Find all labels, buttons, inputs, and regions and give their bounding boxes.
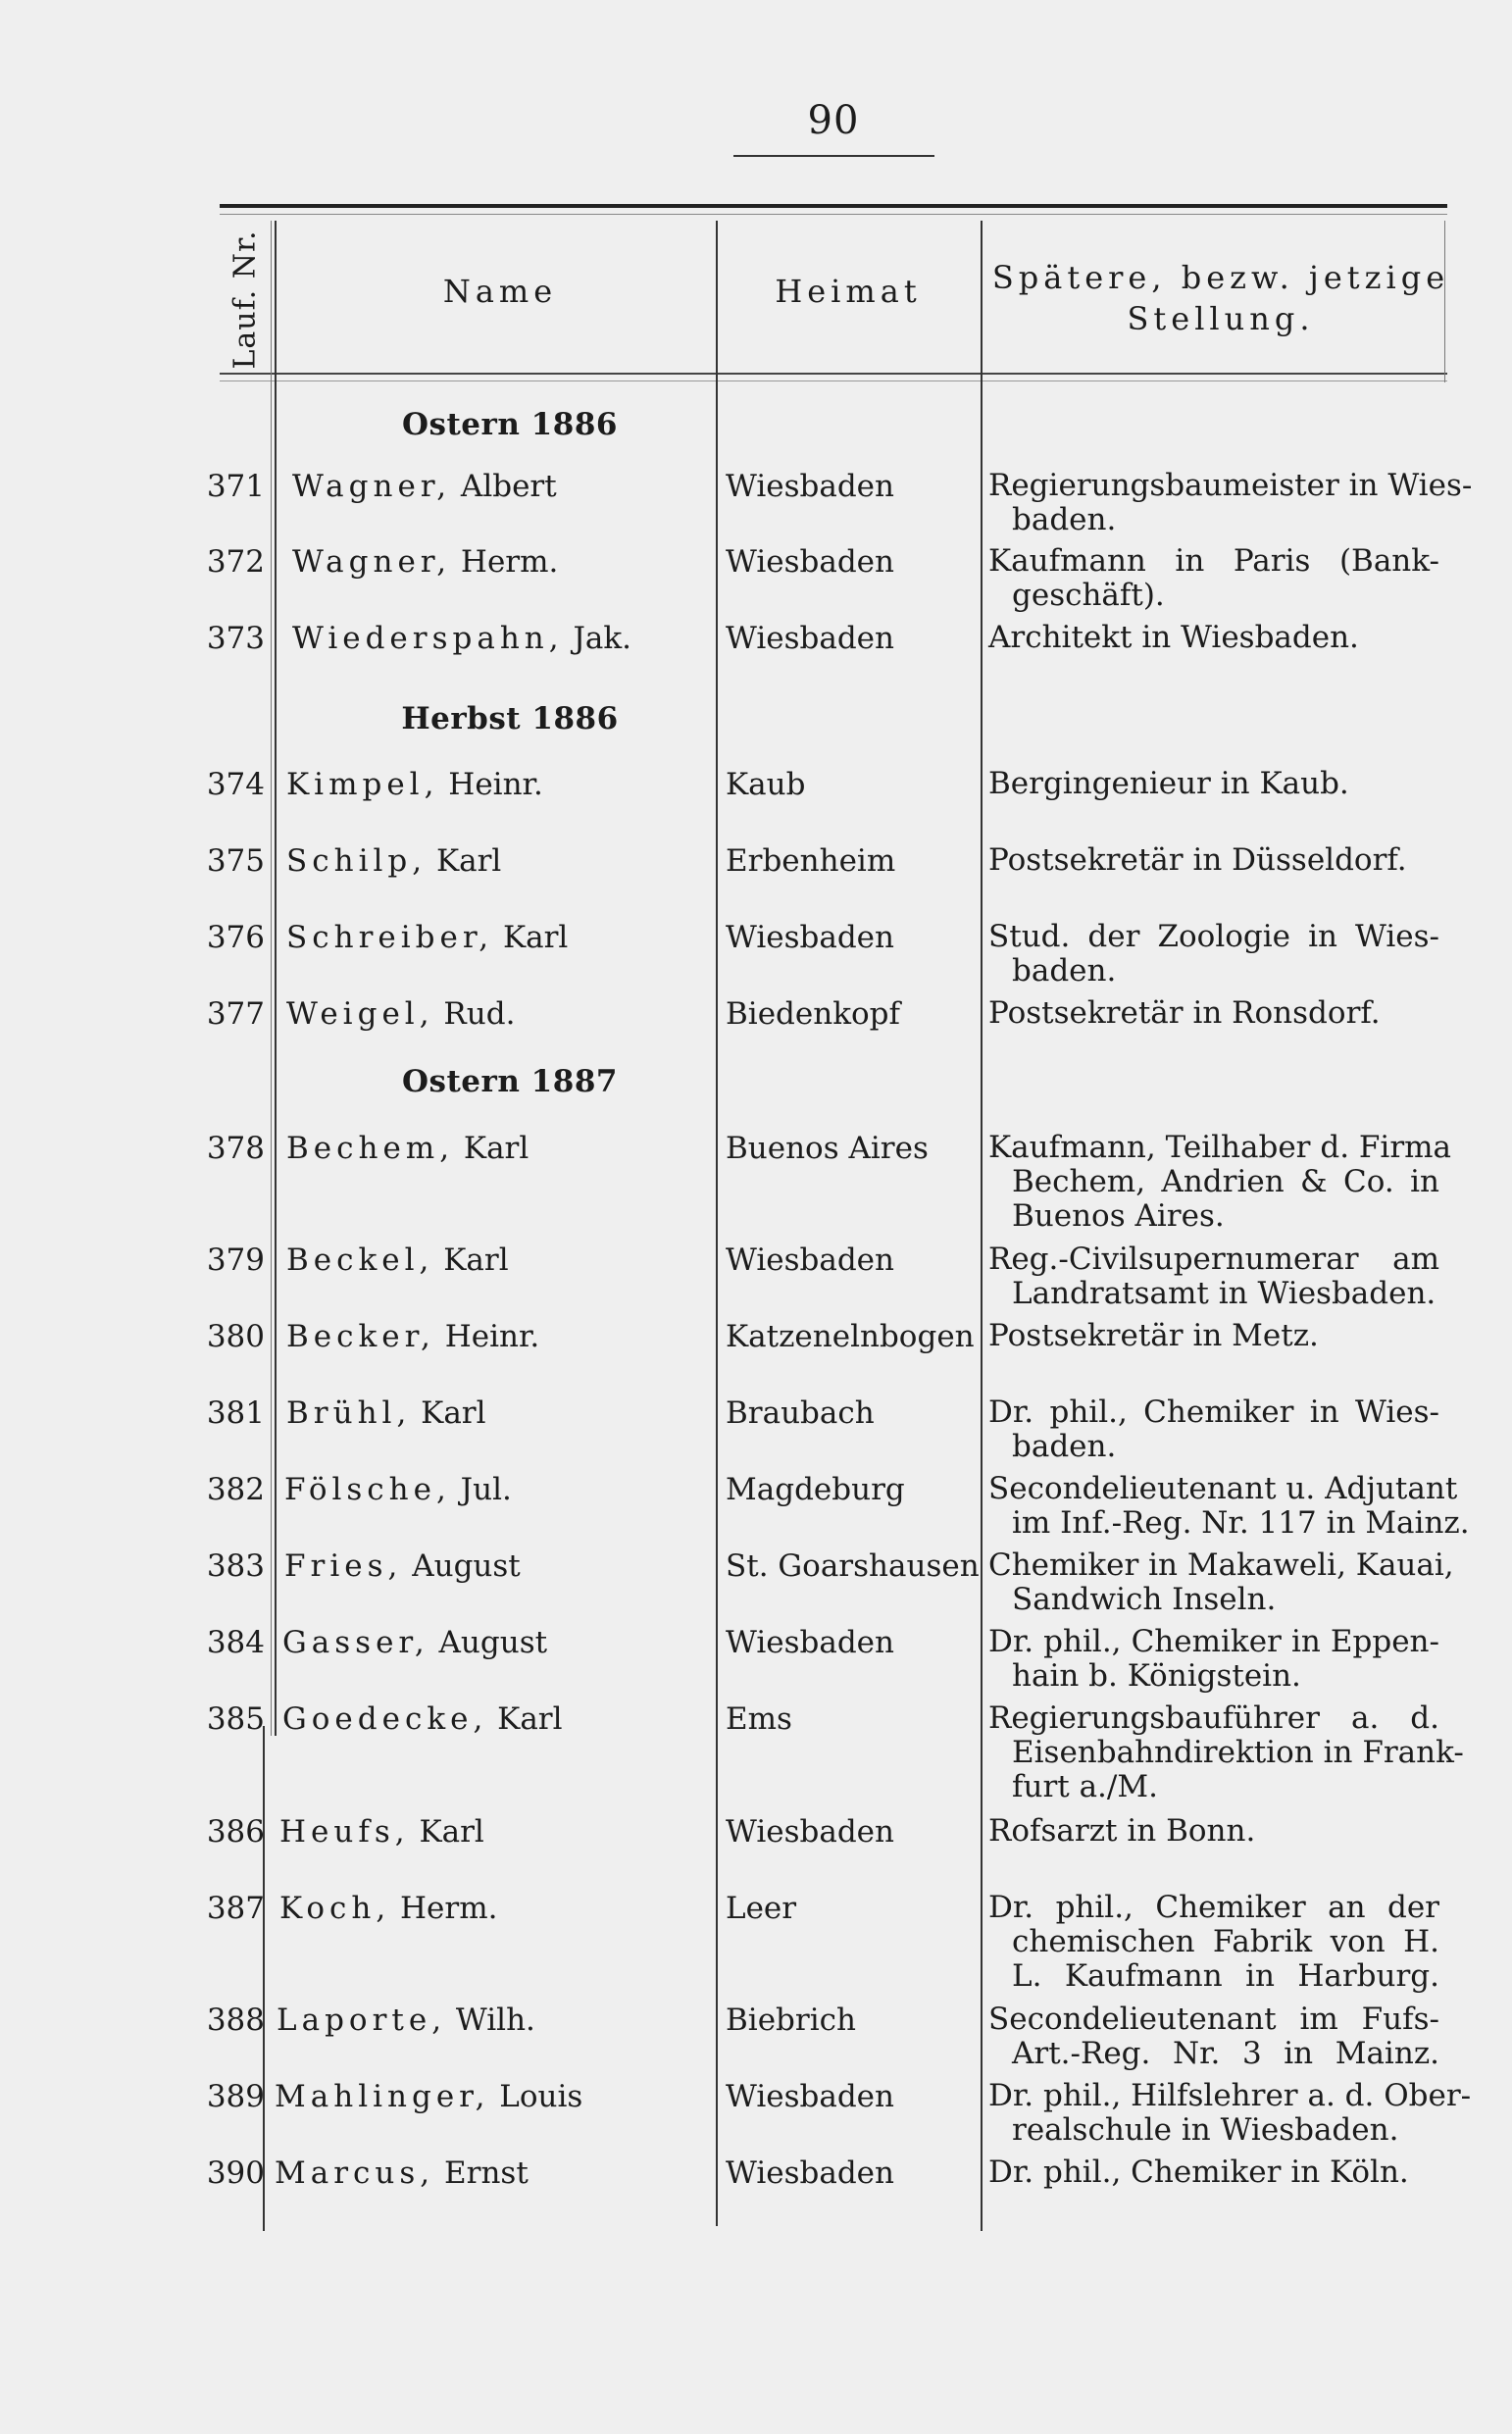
row-heimat: Kaub [726,767,806,802]
section-heading: Ostern 1887 [402,1064,618,1099]
row-given-name: Karl [411,1395,486,1431]
row-number: 380 [206,1319,265,1354]
row-number: 387 [206,1891,265,1926]
row-surname: Heufs, [279,1814,410,1850]
row-number: 376 [206,920,265,955]
row-stellung [988,1471,1470,1541]
table-row [0,1547,1512,1617]
row-number: 382 [206,1472,265,1507]
row-given-name: Karl [427,843,502,879]
table-row [0,1130,1512,1234]
row-number: 386 [206,1814,265,1850]
table-row [0,1471,1512,1541]
row-surname: Goedecke, [282,1701,488,1737]
row-stellung [988,1130,1452,1234]
row-stellung [988,1242,1439,1311]
row-surname: Schreiber, [286,920,494,955]
row-name [282,1701,563,1737]
row-number: 372 [206,544,265,580]
row-stellung-line: Sandwich Inseln. [1012,1582,1277,1617]
row-heimat: Wiesbaden [726,920,894,955]
table-row [0,767,1512,826]
header-name: Name [442,273,558,310]
table-row [0,2002,1512,2071]
row-heimat: Magdeburg [726,1472,905,1507]
row-stellung-line: baden. [1012,502,1117,537]
row-heimat: Wiesbaden [726,1242,894,1278]
table-row [0,1624,1512,1694]
row-stellung-line: Chemiker in Makaweli, Kauai, [988,1547,1454,1583]
row-surname: Kimpel, [286,767,439,802]
table-row [0,621,1512,680]
row-number: 384 [206,1625,265,1660]
row-heimat: Katzenelnbogen [726,1319,975,1354]
row-name [286,1242,509,1278]
row-heimat: Wiesbaden [726,544,894,580]
row-stellung [988,2155,1439,2190]
row-name [284,1548,521,1584]
row-stellung-line: Dr. phil., Hilfslehrer a. d. Ober- [988,2078,1472,2113]
row-given-name: Rud. [433,996,516,1032]
row-stellung-line: Art.-Reg. Nr. 3 in Mainz. [1012,2036,1439,2071]
row-name [286,996,515,1032]
row-stellung-line: realschule in Wiesbaden. [1012,2112,1399,2148]
row-stellung-line: Secondelieutenant im Fufs- [988,2002,1439,2037]
row-given-name: Heinr. [438,767,543,802]
row-name [277,2003,535,2038]
row-name [282,1625,547,1660]
row-heimat: Biedenkopf [726,996,900,1032]
section-heading: Ostern 1886 [402,407,618,442]
row-heimat: Erbenheim [726,843,896,879]
table-row [0,2078,1512,2148]
table-row [0,843,1512,902]
row-name [275,2155,529,2191]
row-heimat: Wiesbaden [726,1625,894,1660]
row-given-name: Karl [409,1814,484,1850]
row-stellung-line: Postsekretär in Düsseldorf. [988,842,1407,878]
table-row [0,1700,1512,1804]
row-heimat: Biebrich [726,2003,856,2038]
row-name [284,1472,512,1507]
row-surname: Wiederspahn, [292,621,564,656]
row-given-name: Karl [454,1131,529,1166]
row-surname: Wagner, [292,544,452,580]
table-row [0,1394,1512,1464]
row-given-name: Herm. [451,544,559,580]
row-given-name: Ernst [434,2155,529,2191]
row-heimat: Wiesbaden [726,2155,894,2191]
row-stellung [988,2003,1439,2071]
row-heimat: Wiesbaden [726,469,894,504]
header-stellung [990,257,1451,339]
row-number: 390 [206,2155,265,2191]
row-surname: Gasser, [282,1625,429,1660]
row-stellung-line: hain b. Königstein. [1012,1658,1301,1694]
row-stellung-line: geschäft). [1012,578,1165,613]
row-stellung [988,996,1439,1031]
header-heimat: Heimat [775,273,922,310]
row-number: 375 [206,843,265,879]
row-stellung [988,2078,1472,2148]
row-number: 378 [206,1131,265,1166]
table-row [0,919,1512,989]
row-stellung [988,1547,1454,1617]
row-surname: Bechem, [286,1131,455,1166]
row-given-name: August [402,1548,521,1584]
row-stellung [988,920,1439,989]
row-given-name: Karl [493,920,569,955]
row-stellung-line: Kaufmann, Teilhaber d. Firma [988,1130,1452,1165]
row-name [292,469,557,504]
row-stellung [988,544,1439,613]
table-row [0,996,1512,1055]
table-row [0,1242,1512,1311]
row-number: 389 [206,2079,265,2114]
row-stellung-line: Dr. phil., Chemiker an der [988,1890,1439,1925]
row-name [279,1891,497,1926]
row-given-name: Albert [451,469,557,504]
row-given-name: Jul. [450,1472,512,1507]
row-given-name: Jak. [563,621,632,656]
header-stellung-line2: Stellung. [1127,300,1315,337]
row-stellung [988,1395,1439,1464]
row-stellung-line: Dr. phil., Chemiker in Wies- [988,1394,1439,1430]
row-name [286,1319,539,1354]
row-stellung-line: furt a./M. [1012,1769,1158,1804]
row-stellung-line: Architekt in Wiesbaden. [988,620,1359,655]
row-given-name: Karl [487,1701,563,1737]
header-lauf-nr: Lauf. Nr. [227,228,263,370]
row-stellung-line: chemischen Fabrik von H. [1012,1924,1439,1959]
row-stellung-line: Postsekretär in Metz. [988,1318,1319,1353]
table-row [0,468,1512,537]
row-stellung [988,1814,1439,1849]
row-given-name: August [428,1625,548,1660]
row-stellung [988,1625,1439,1694]
row-stellung-line: Postsekretär in Ronsdorf. [988,995,1381,1031]
header-stellung-line1: Spätere, bezw. jetzige [991,259,1450,296]
row-stellung-line: Eisenbahndirektion in Frank- [1012,1735,1464,1770]
row-heimat: Buenos Aires [726,1131,929,1166]
row-stellung [988,468,1473,537]
row-heimat: Leer [726,1891,797,1926]
row-stellung [988,1700,1464,1804]
row-stellung [988,621,1439,655]
row-name [292,621,631,656]
table-row [0,543,1512,613]
row-heimat: Wiesbaden [726,2079,894,2114]
row-stellung-line: Bergingenieur in Kaub. [988,766,1349,801]
row-stellung [988,843,1439,878]
row-stellung-line: L. Kaufmann in Harburg. [1012,1958,1439,1994]
row-number: 379 [206,1242,265,1278]
row-surname: Becker, [286,1319,435,1354]
row-stellung [988,1891,1439,1994]
row-stellung-line: Bechem, Andrien & Co. in [1012,1164,1439,1199]
table-row [0,2155,1512,2214]
row-given-name: Karl [433,1242,509,1278]
row-surname: Schilp, [286,843,428,879]
row-heimat: Ems [726,1701,792,1737]
row-surname: Koch, [279,1891,391,1926]
row-stellung-line: Regierungsbaumeister in Wies- [988,468,1473,503]
row-surname: Laporte, [277,2003,447,2038]
row-surname: Beckel, [286,1242,434,1278]
table-row [0,1319,1512,1378]
row-number: 377 [206,996,265,1032]
row-given-name: Wilh. [446,2003,535,2038]
row-number: 388 [206,2003,265,2038]
row-surname: Fries, [284,1548,403,1584]
row-stellung-line: Regierungsbauführer a. d. [988,1700,1439,1736]
row-surname: Marcus, [275,2155,435,2191]
page-number: 90 [807,98,860,143]
row-stellung-line: Dr. phil., Chemiker in Eppen- [988,1624,1439,1659]
row-name [286,920,568,955]
row-name [286,767,543,802]
row-number: 374 [206,767,265,802]
row-stellung-line: Kaufmann in Paris (Bank- [988,543,1439,579]
table-top-rule-thin [220,214,1447,215]
row-given-name: Herm. [390,1891,498,1926]
row-surname: Brühl, [286,1395,412,1431]
table-top-rule [220,204,1447,208]
row-stellung-line: Rofsarzt in Bonn. [988,1813,1256,1849]
row-surname: Fölsche, [284,1472,451,1507]
row-stellung-line: Reg.-Civilsupernumerar am [988,1242,1439,1277]
row-given-name: Heinr. [434,1319,540,1354]
row-name [286,843,501,879]
row-number: 371 [206,469,265,504]
row-stellung-line: baden. [1012,1429,1117,1464]
row-name [279,1814,484,1850]
row-heimat: Wiesbaden [726,621,894,656]
table-row [0,1814,1512,1873]
row-surname: Mahlinger, [275,2079,490,2114]
row-stellung-line: im Inf.-Reg. Nr. 117 in Mainz. [1012,1505,1470,1541]
row-heimat: Wiesbaden [726,1814,894,1850]
row-number: 383 [206,1548,265,1584]
row-surname: Wagner, [292,469,452,504]
table-row [0,1890,1512,1994]
table-header-rule [220,373,1447,375]
row-surname: Weigel, [286,996,434,1032]
row-name [286,1395,486,1431]
row-heimat: St. Goarshausen [726,1548,980,1584]
row-stellung [988,767,1439,801]
row-number: 381 [206,1395,265,1431]
row-number: 373 [206,621,265,656]
row-stellung-line: Landratsamt in Wiesbaden. [1012,1276,1436,1311]
row-number: 385 [206,1701,265,1737]
row-stellung-line: Buenos Aires. [1012,1198,1225,1234]
row-name [275,2079,582,2114]
row-given-name: Louis [489,2079,583,2114]
row-stellung-line: Dr. phil., Chemiker in Köln. [988,2155,1409,2190]
row-stellung-line: baden. [1012,953,1117,989]
row-name [286,1131,529,1166]
row-name [292,544,558,580]
section-heading: Herbst 1886 [401,701,619,736]
page-number-rule [733,155,934,157]
table-header-rule-thin [220,380,1447,381]
row-heimat: Braubach [726,1395,875,1431]
row-stellung [988,1319,1439,1353]
row-stellung-line: Stud. der Zoologie in Wies- [988,919,1439,954]
row-stellung-line: Secondelieutenant u. Adjutant [988,1471,1458,1506]
